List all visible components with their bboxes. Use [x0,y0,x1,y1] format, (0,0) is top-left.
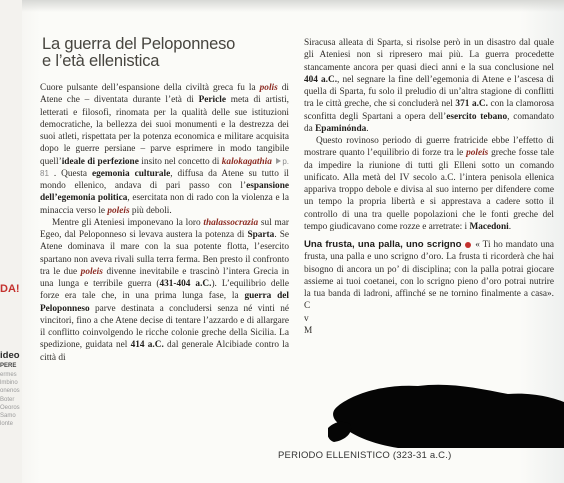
text-run: . [366,123,369,134]
margin-line: Oeoros [0,404,20,411]
text-run: v [304,313,309,324]
term-egemonia-politica: espansione dell’egemonia politica [40,181,289,204]
text-run: ). L’equilibrio delle forze era tale che, in una prima lunga fase, la [40,279,289,302]
date-431-404: 431-404 a.C. [159,279,212,289]
box-heading: Una frusta, una palla, uno scrigno [304,239,462,250]
text-run: « Ti ho mandato una frusta, una palla e uno scrigno d’oro. La frusta ti ricorderà che hai bisogno di ancora un po’ di disciplina; con la palla potrai giocare assieme ai tuoi coetanei, con lo scrigno pieno d’oro potrai nutrire la tua banda di ladroni, affinché se ne tornino finalmente a casa». C [304,240,554,312]
term-poleis: poleis [80,266,103,277]
text-run: , nel segnare la fine dell’egemonia di Atene e l’ascesa di quella di Sparta, fu solo il preludio di un’altra stagione di conflitti tra le città greche, che si concluderà nel [304,74,554,110]
text-run: insito nel concetto di [138,156,222,167]
margin-fragment-da: DA! [0,283,20,295]
title-line-1: La guerra del Peloponneso [42,35,236,53]
text-run: Siracusa alleata di Sparta, si risolse però in un disastro dal quale gli Ateniesi non si ripresero mai più. La guerra procedette stancamente ancora per quasi dieci anni e la sua conclusione nel [304,38,554,73]
text-run: . Se Atene dominava il mare con la sua potente flotta, l’esercito spartano non aveva rivali sulla terra ferma. Ben presto il confronto tra le due [40,230,289,277]
term-pericle: Pericle [198,95,226,106]
term-sparta: Sparta [247,230,275,240]
date-414: 414 a.C. [130,340,164,351]
text-run: Cuore pulsante dell’espansione della civiltà greca fu la [40,83,260,93]
date-404: 404 a.C. [304,74,338,85]
term-macedoni: Macedoni [469,221,509,232]
term-poleis: poleis [466,148,489,159]
paragraph-macedoni [304,135,554,233]
text-run: greche fosse tale da impedire la riunione di tutti gli Elleni sotto un comando unificato. Alla metà del IV secolo a.C. l’intera penisola ellenica appariva troppo debole e divisa al suo interno per difendere come un tempo la propria libertà e si apprestava a cadere sotto il controllo di una tra quelle popolazioni che le fonti greche del tempo giudicavano come rozze e arretrate: i [304,148,555,232]
text-run: sul mar Egeo, dal Peloponneso si levava austera la potenza di [40,217,289,240]
text-run: Mentre gli Ateniesi imponevano la loro [52,217,204,228]
text-run: meta di artisti, letterati e filosofi, rinomata per la qualità delle sue istituzioni democratiche, la bellezza dei suoi monumenti e la destrezza dei suoi atleti, rispettata per la potenza economica e militare acquisita dopo le guerre persiane – parve esprimere in modo tangibile quell’ [40,95,289,167]
text-run: divenne inevitabile e trascinò l’intera Grecia in una lunga e terribile guerra ( [40,266,289,289]
margin-line: ermes [0,372,17,378]
text-run: , esercitata non di rado con la violenza e la minaccia verso le [40,193,289,216]
paragraph-athens [40,82,289,217]
text-run: parve destinata a concludersi senza né vinti né vincitori, fino a che Atene decise di tentare l’azzardo e di allargare il conflitto coinvolgendo le ricche colonie greche della Sicilia. La spedizione, guidata nel [40,303,289,351]
page-top-shadow [0,0,564,12]
margin-fragment-ideo: ideo [0,350,20,361]
term-epaminonda: Epaminónda [315,123,367,134]
text-run: dal generale Alcibiade contro la città di [40,340,290,363]
margin-line: Boter [0,396,15,403]
left-text-column [40,82,289,364]
date-371: 371 a.C. [455,99,488,110]
text-run: . [508,221,512,232]
term-esercito-tebano: esercito tebano [446,111,508,122]
term-guerra-peloponneso: guerra del Peloponneso [40,291,289,314]
paragraph-siracusa [304,37,554,135]
term-poleis: poleis [107,205,130,216]
scribble-tail [328,422,351,442]
term-thalassocrazia: thalassocrazia [203,217,259,228]
right-text-column [304,37,554,337]
text-run: p. 81 [40,156,289,178]
margin-fragment-pere: PERE [0,363,17,369]
term-polis: polis [259,83,278,93]
red-dot-icon [465,242,471,248]
triangle-arrow-icon [276,158,281,164]
scribble-stroke [333,385,564,448]
margin-line: onenos [0,388,20,395]
term-ideale: ideale di perfezione [61,156,139,167]
text-run: . Questa [48,168,92,179]
redaction-scribble [328,376,564,448]
term-kalokagathia: kalokagathia [221,156,272,167]
page-footer-period: PERIODO ELLENISTICO (323-31 a.C.) [278,450,452,461]
paragraph-sparta [40,217,289,364]
chapter-title [42,36,235,69]
paragraph-frusta [304,239,554,337]
text-run: con la clamorosa sconfitta degli Spartani a opera dell’ [304,99,555,122]
term-egemonia-culturale: egemonia culturale [91,168,171,179]
text-run: di Atene che – diventata durante l’età di [40,83,289,106]
margin-line: lmbino [0,380,18,387]
text-run: Questo rovinoso periodo di guerre fratricide ebbe l’effetto di mostrare quanto l’equilibrio di forze tra le [304,136,554,159]
text-run: più deboli. [129,205,172,216]
text-run: M [304,325,313,336]
margin-line: Samo [0,413,16,420]
text-run: , diffusa da Atene su tutto il mondo ellenico, andava di pari passo con l’ [40,168,289,191]
margin-fragment-lines [0,371,24,428]
margin-line: lonte [0,421,14,428]
title-line-2: e l’età ellenistica [42,51,160,70]
text-run: , comandato da [304,111,555,134]
